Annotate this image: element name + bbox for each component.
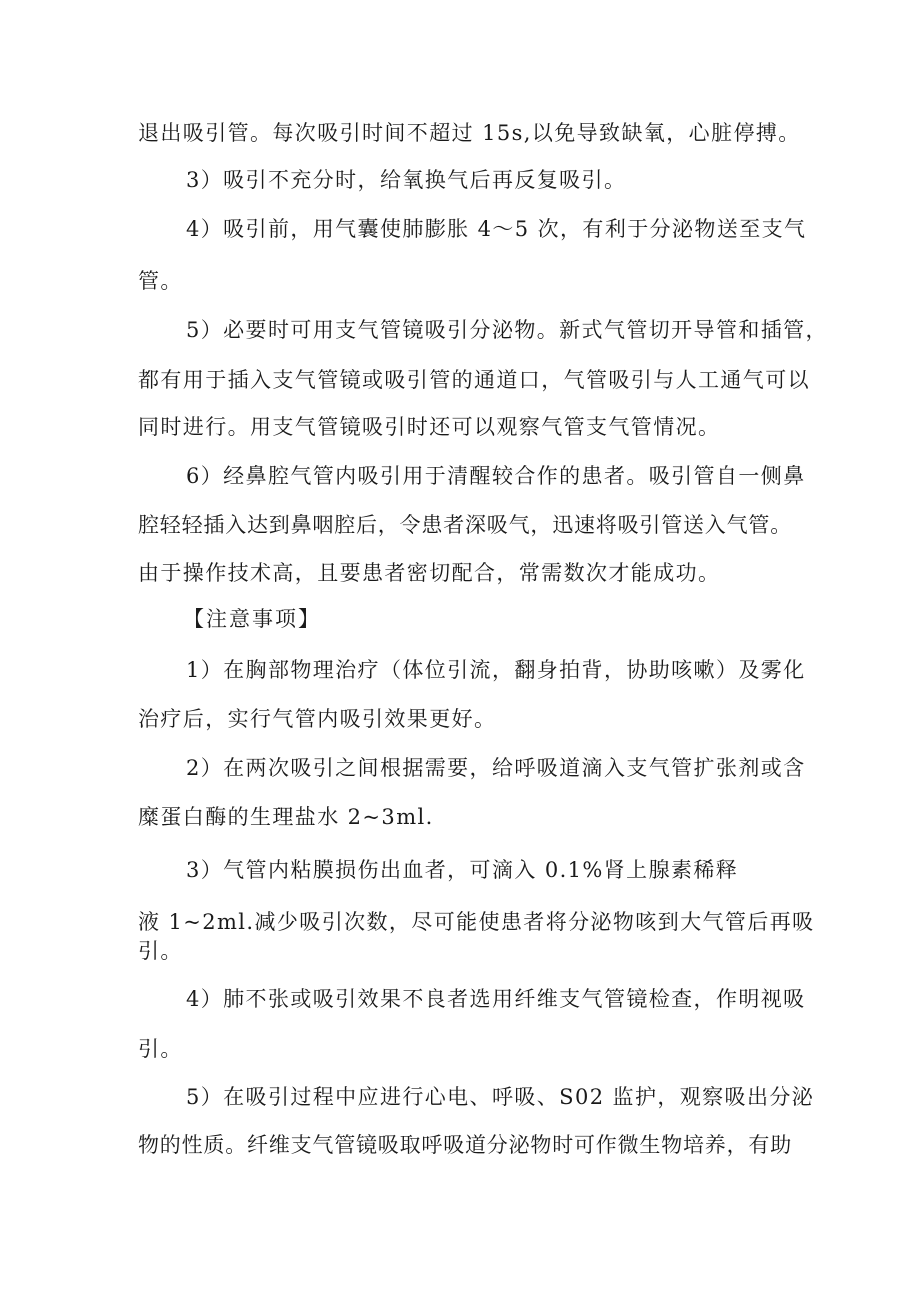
text-line: 5）必要时可用支气管镜吸引分泌物。新式气管切开导管和插管， <box>186 318 828 342</box>
text-line: 糜蛋白酶的生理盐水 2~3ml. <box>138 805 434 829</box>
text-line: 液 1~2ml.减少吸引次数，尽可能使患者将分泌物咳到大气管后再吸 <box>138 910 815 934</box>
text-line: 6）经鼻腔气管内吸引用于清醒较合作的患者。吸引管自一侧鼻 <box>186 464 806 488</box>
text-line: 同时进行。用支气管镜吸引时还可以观察气管支气管情况。 <box>138 415 721 439</box>
text-line: 引。 <box>138 939 183 963</box>
section-heading: 【注意事项】 <box>183 607 321 631</box>
text-line: 引。 <box>138 1037 183 1061</box>
text-line: 4）吸引前，用气囊使肺膨胀 4～5 次，有利于分泌物送至支气 <box>186 217 807 241</box>
text-line: 治疗后，实行气管内吸引效果更好。 <box>138 707 497 731</box>
text-line: 退出吸引管。每次吸引时间不超过 15s,以免导致缺氧，心脏停搏。 <box>138 121 801 145</box>
text-line: 腔轻轻插入达到鼻咽腔后，令患者深吸气，迅速将吸引管送入气管。 <box>138 513 792 537</box>
text-line: 4）肺不张或吸引效果不良者选用纤维支气管镜检查，作明视吸 <box>186 987 806 1011</box>
text-line: 物的性质。纤维支气管镜吸取呼吸道分泌物时可作微生物培养，有助 <box>138 1133 792 1157</box>
text-line: 2）在两次吸引之间根据需要，给呼吸道滴入支气管扩张剂或含 <box>186 756 806 780</box>
text-line: 3）气管内粘膜损伤出血者，可滴入 0.1%肾上腺素稀释 <box>186 858 739 882</box>
text-line: 3）吸引不充分时，给氧换气后再反复吸引。 <box>186 168 627 192</box>
text-line: 5）在吸引过程中应进行心电、呼吸、S02 监护，观察吸出分泌 <box>186 1085 815 1109</box>
text-line: 都有用于插入支气管镜或吸引管的通道口，气管吸引与人工通气可以 <box>138 368 810 392</box>
text-line: 1）在胸部物理治疗（体位引流，翻身拍背，协助咳嗽）及雾化 <box>186 658 806 682</box>
text-line: 由于操作技术高，且要患者密切配合，常需数次才能成功。 <box>138 561 721 585</box>
text-line: 管。 <box>138 269 183 293</box>
